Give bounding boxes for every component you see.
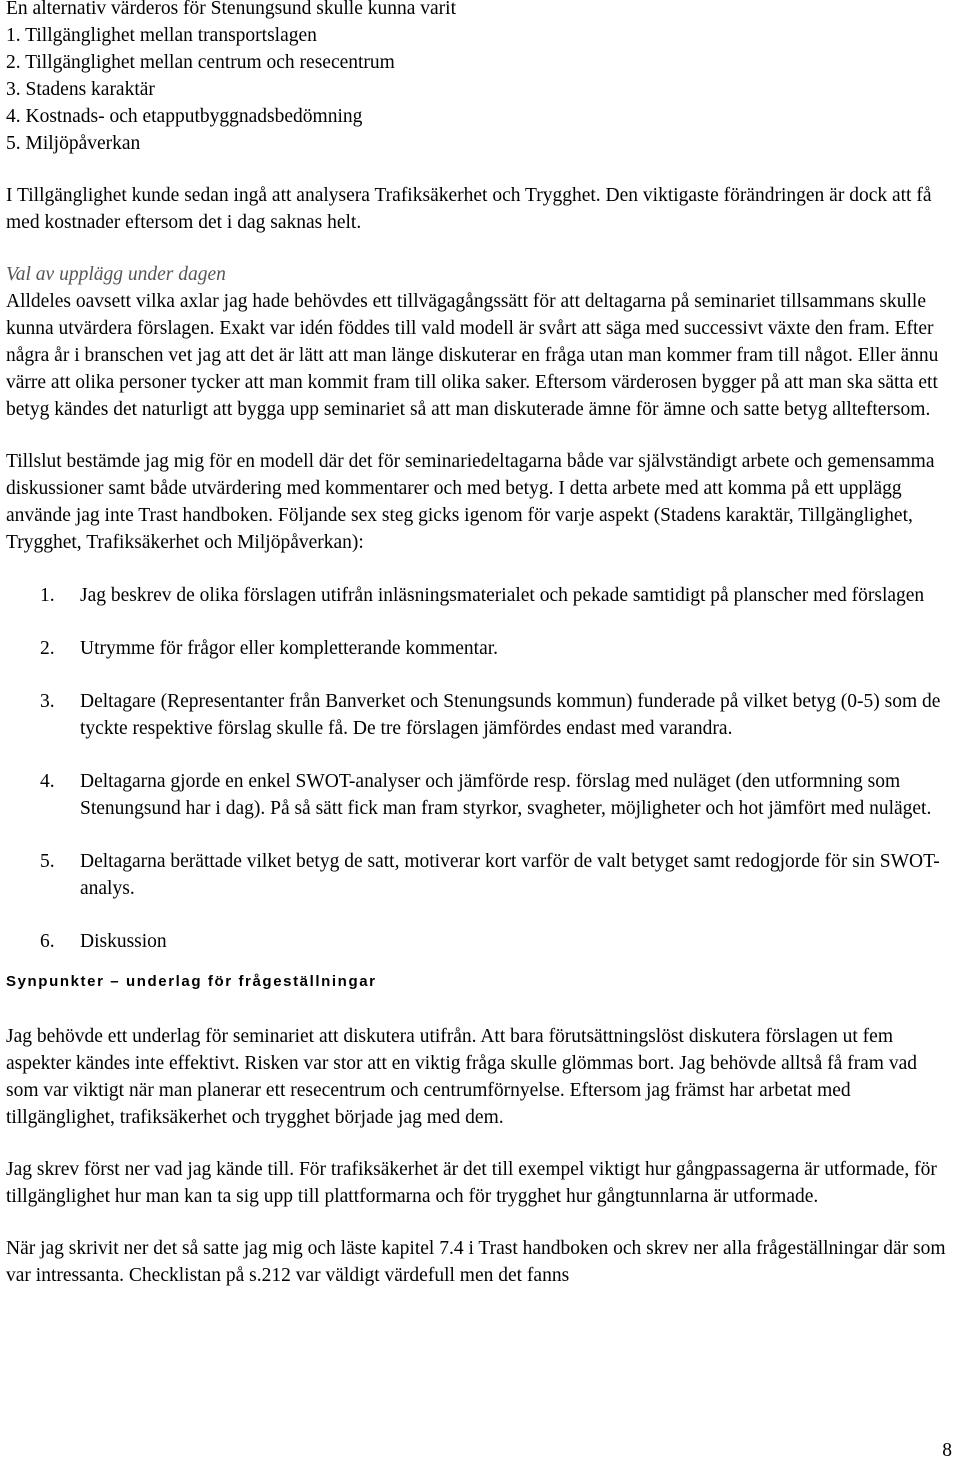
paragraph-basis: Jag behövde ett underlag för seminariet att diskutera utifrån. Att bara förutsättningslöst diskutera förslagen ut fem aspekter kändes inte effektivt. Risken var stor att en viktig fråga skulle glömmas bort. Jag behövde alltså få fram vad som var viktigt när man planerar ett resecentrum och centrumförnyelse. Eftersom jag främst har arbetat med tillgänglighet, trafiksäkerhet och trygghet började jag med dem. bbox=[6, 1026, 917, 1128]
list-item-number: 1. bbox=[40, 585, 55, 606]
list-item-number: 6. bbox=[40, 931, 55, 952]
list-item-text: Deltagarna berättade vilket betyg de satt, motiverar kort varför de valt betyget samt redogjorde för sin SWOT-analys. bbox=[80, 851, 940, 899]
list-item-text: Utrymme för frågor eller kompletterande kommentar. bbox=[80, 638, 499, 659]
paragraph-knowledge: Jag skrev först ner vad jag kände till. För trafiksäkerhet är det till exempel viktigt hur gångpassagerna är utformade, för tillgänglighet hur man kan ta sig upp till plattformarna och för trygghet hur gångtunnlarna är utformade. bbox=[6, 1159, 937, 1207]
list-item-number: 2. bbox=[40, 638, 55, 659]
intro-block bbox=[6, 0, 954, 157]
list-item-number: 4. bbox=[40, 771, 55, 792]
paragraph-model: Tillslut bestämde jag mig för en modell där det för seminariedeltagarna både var självständigt arbete och gemensamma diskussioner samt både utvärdering med kommentarer och med betyg. I detta arbete med att komma på ett upplägg använde jag inte Trast handboken. Följande sex steg gicks igenom för varje aspekt (Stadens karaktär, Tillgänglighet, Trygghet, Trafiksäkerhet och Miljöpåverkan): bbox=[6, 451, 935, 553]
list-item-text: Jag beskrev de olika förslagen utifrån inläsningsmaterialet och pekade samtidigt på planscher med förslagen bbox=[80, 585, 925, 606]
list-item-number: 5. bbox=[40, 851, 55, 872]
list-item-text: Diskussion bbox=[80, 931, 167, 952]
list-item bbox=[6, 928, 954, 955]
list-item-text: Deltagarna gjorde en enkel SWOT-analyser och jämförde resp. förslag med nuläget (den utformning som Stenungsund har i dag). På så sätt fick man fram styrkor, svagheter, möjligheter och hot jämfört med nuläget. bbox=[80, 771, 932, 819]
intro-list-item: 1. Tillgänglighet mellan transportslagen bbox=[6, 25, 317, 46]
page-number: 8 bbox=[942, 1440, 952, 1461]
list-item-number: 3. bbox=[40, 691, 55, 712]
list-item bbox=[6, 635, 954, 662]
document-page bbox=[6, 0, 954, 1289]
list-item bbox=[6, 768, 954, 822]
list-item bbox=[6, 582, 954, 609]
list-item-text: Deltagare (Representanter från Banverket och Stenungsunds kommun) funderade på vilket betyg (0-5) som de tyckte respektive förslag skulle få. De tre förslagen jämfördes endast med varandra. bbox=[80, 691, 941, 739]
list-item bbox=[6, 688, 954, 742]
intro-list-item: 4. Kostnads- och etapputbyggnadsbedömning bbox=[6, 106, 363, 127]
intro-list-item: 2. Tillgänglighet mellan centrum och resecentrum bbox=[6, 52, 395, 73]
paragraph-method: Alldeles oavsett vilka axlar jag hade behövdes ett tillvägagångssätt för att deltagarna på seminariet tillsammans skulle kunna utvärdera förslagen. Exakt var idén föddes till vald modell är svårt att säga med successivt växte den fram. Efter några år i branschen vet jag att det är lätt att man länge diskuterar en fråga utan man kommer fram till något. Eller ännu värre att olika personer tycker att man kommit fram till olika saker. Eftersom värderosen bygger på att man ska sätta ett betyg kändes det naturligt att bygga upp seminariet så att man diskuterade ämne för ämne och satte betyg allteftersom. bbox=[6, 291, 939, 420]
spacer bbox=[6, 1210, 954, 1235]
subheading-day-setup: Val av upplägg under dagen bbox=[6, 264, 226, 285]
list-item bbox=[6, 848, 954, 902]
spacer bbox=[6, 1131, 954, 1156]
spacer bbox=[6, 423, 954, 448]
spacer bbox=[6, 236, 954, 261]
paragraph-accessibility: I Tillgänglighet kunde sedan ingå att analysera Trafiksäkerhet och Trygghet. Den viktigaste förändringen är dock att få med kostnader eftersom det i dag saknas helt. bbox=[6, 185, 932, 233]
section-heading-viewpoints: Synpunkter – underlag för frågeställningar bbox=[6, 973, 377, 990]
intro-list-item: 3. Stadens karaktär bbox=[6, 79, 155, 100]
intro-heading: En alternativ värderos för Stenungsund skulle kunna varit bbox=[6, 0, 457, 19]
paragraph-trast: När jag skrivit ner det så satte jag mig och läste kapitel 7.4 i Trast handboken och skrev ner alla frågeställningar där som var intressanta. Checklistan på s.212 var väldigt värdefull men det fanns bbox=[6, 1238, 946, 1286]
intro-list-item: 5. Miljöpåverkan bbox=[6, 133, 141, 154]
spacer bbox=[6, 157, 954, 182]
steps-list bbox=[6, 582, 954, 955]
